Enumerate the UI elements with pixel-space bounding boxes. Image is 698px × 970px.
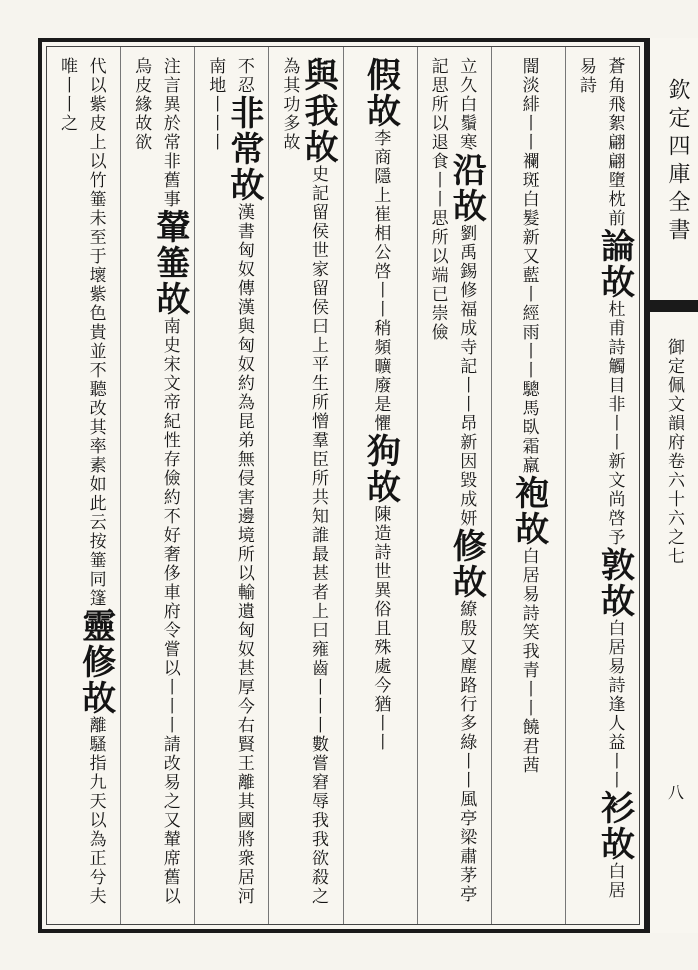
headword: 敦故 [594, 547, 635, 619]
page-mark: 八 [668, 783, 685, 802]
text-column [343, 47, 417, 924]
column-text [573, 57, 635, 918]
annotation-text: 史記留侯世家留侯曰上平生所憎羣臣所共知誰最甚者上曰雍齒丨丨丨數嘗窘辱我我欲殺之為其功多故 [279, 57, 328, 906]
headword: 沿故 [446, 152, 487, 224]
text-frame-inner-border [46, 46, 640, 925]
headword: 靈修故 [75, 608, 116, 716]
text-column [268, 47, 342, 924]
headword: 狗故 [360, 433, 401, 505]
annotation-text: 漢書匈奴傳漢與匈奴約為昆弟無侵害邊境所以輸遺匈奴甚厚今右賢王離其國將衆居河南地丨丨丨 [205, 57, 254, 906]
text-frame [38, 38, 648, 933]
annotation-text: 立久白鬚寒 [456, 57, 477, 152]
fishtail-divider [650, 300, 698, 312]
text-column [47, 47, 120, 924]
annotation-text: 杜甫詩觸目非丨丨新文尚啓予 [604, 300, 625, 547]
annotation-text: 白居易詩逢人益丨丨 [604, 619, 625, 790]
section-title: 御定佩文韻府卷六十六之七 [664, 338, 684, 566]
column-text [508, 57, 549, 775]
annotation-text: 繚殷又塵路行多綠丨丨風亭 [456, 600, 477, 828]
annotation-text: 不忍 [233, 57, 254, 95]
annotation-text: 白居易詩笑我青丨丨饒君茜 [518, 547, 539, 775]
book-title: 欽定四庫全書 [665, 78, 690, 246]
column-text [360, 57, 401, 752]
column-text [129, 57, 190, 918]
annotation-text: 陳造詩世異俗且殊處今猶丨丨 [370, 505, 391, 752]
headword: 衫故 [594, 790, 635, 862]
annotation-text: 南史宋文帝紀性存儉約不好奢侈車府令嘗以丨丨丨請改易之又輦席舊以烏皮緣故欲 [131, 57, 180, 906]
annotation-text: 注言異於常非舊事 [159, 57, 180, 209]
annotation-text: 代以紫皮上以竹箠未至于壞紫色貴並不聽改其率素如此云按箠同篷 [85, 57, 106, 608]
margin-gutter [648, 38, 698, 933]
headword: 輦箠故 [149, 209, 190, 317]
text-columns [47, 47, 639, 924]
headword: 修故 [446, 528, 487, 600]
text-column [120, 47, 194, 924]
text-column [194, 47, 268, 924]
annotation-text: 闇淡緋丨丨襴斑白髮新又藍丨經雨丨丨驄馬臥霜羸 [518, 57, 539, 475]
annotation-text: 蒼角飛絮翩翩墮枕前 [604, 57, 625, 228]
annotation-text: 離騷指九天以為正兮夫唯丨丨之 [56, 57, 106, 906]
headword: 非常故 [223, 95, 264, 203]
annotation-text: 李商隱上崔相公啓丨丨稍頻曠廢是懼 [370, 129, 391, 433]
headword: 與我故 [298, 57, 338, 165]
annotation-text: 白居易詩 [575, 57, 625, 900]
headword: 袍故 [508, 475, 549, 547]
text-column [565, 47, 639, 924]
column-text [203, 57, 264, 918]
headword: 論故 [594, 228, 635, 300]
headword: 假故 [360, 57, 401, 129]
text-column [417, 47, 491, 924]
annotation-text: 劉禹錫修福成寺記丨丨昂新因毀成妍 [456, 224, 477, 528]
annotation-text: 梁肅茅亭記思所以退食丨丨思所以端已崇儉 [427, 57, 477, 904]
text-column [491, 47, 565, 924]
column-text [55, 57, 116, 918]
column-text [425, 57, 487, 918]
column-text [277, 57, 338, 918]
